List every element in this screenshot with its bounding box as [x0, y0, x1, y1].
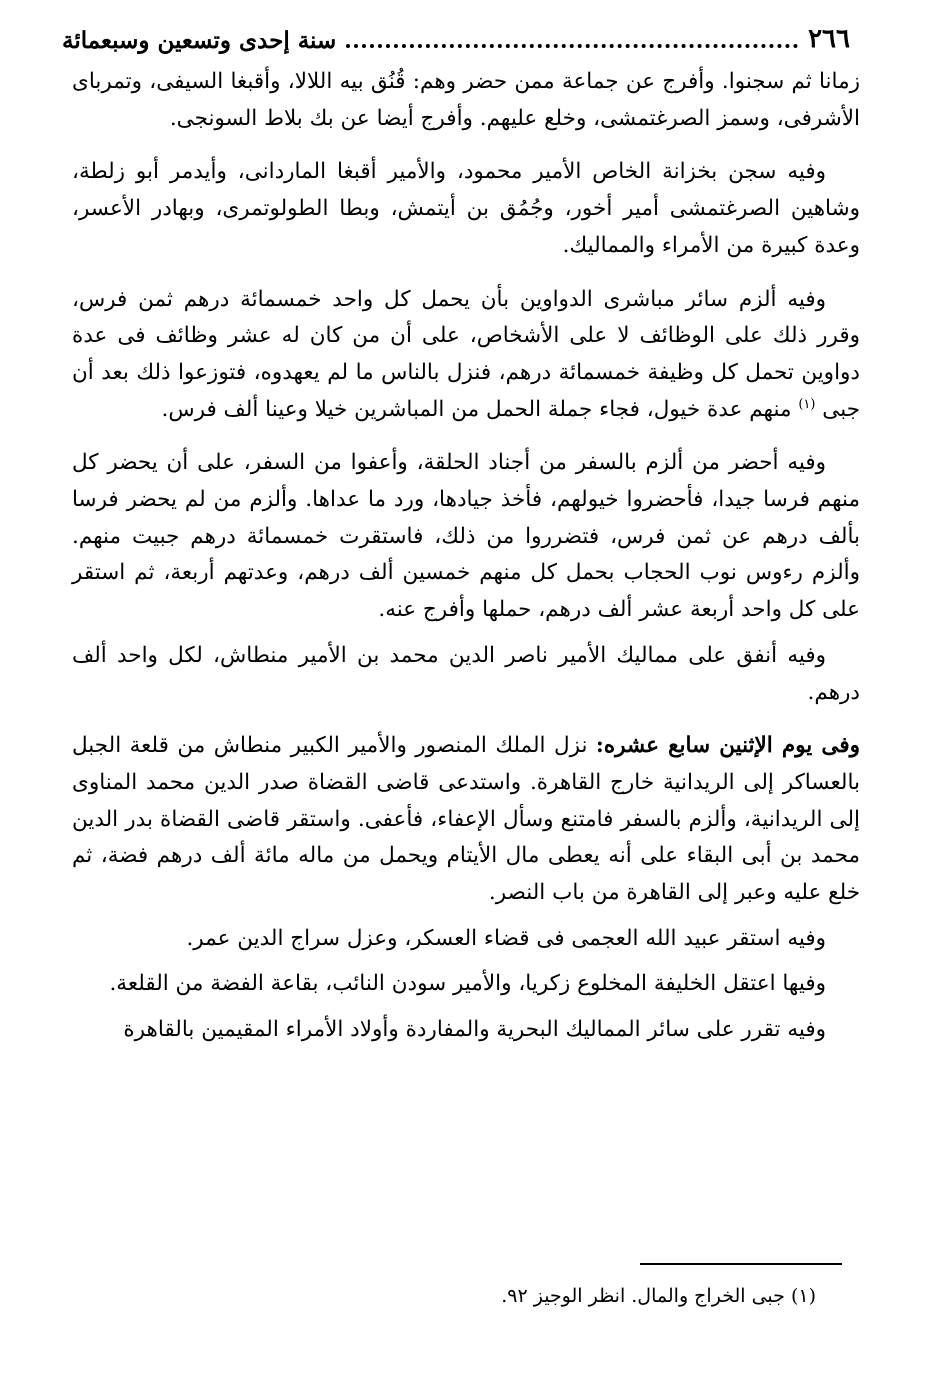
- paragraph: وفيه أحضر من ألزم بالسفر من أجناد الحلقة، وأعفوا من السفر، على أن يحضر كل منهم فرسا جيدا، فأحضروا خيولهم، فأخذ جيادها، ورد ما عداها. وألزم من لم يحضر فرسا بألف درهم عن ثمن فرس، فتضرروا من ذلك، فاستقرت خمسمائة درهم جبيت منهم. وألزم رءوس نوب الحجاب بحمل كل منهم خمسين ألف درهم، وعدتهم أربعة، ثم استقر على كل واحد أربعة عشر ألف درهم، حملها وأفرج عنه.: [72, 450, 860, 623]
- paragraph: وفيه أنفق على مماليك الأمير ناصر الدين محمد بن الأمير منطاش، لكل واحد ألف درهم.: [72, 642, 860, 705]
- footnote-text: جبى الخراج والمال. انظر الوجيز ٩٢.: [501, 1285, 785, 1307]
- page-header: [62, 22, 850, 54]
- paragraph: وفيها اعتقل الخليفة المخلوع زكريا، والأمير سودن النائب، بقاعة الفضة من القلعة.: [109, 971, 826, 997]
- paragraph: وفيه سجن بخزانة الخاص الأمير محمود، والأمير أقبغا الماردانى، وأيدمر أبو زلطة، وشاهين الصرغتمشى أمير أخور، وجُمُق بن أيتمش، وبطا الطولوتمرى، وبهادر الأعسر، وعدة كبيرة من الأمراء والمماليك.: [72, 159, 860, 258]
- paragraph-text: منهم عدة خيول، فجاء جملة الحمل من المباشرين خيلا وعينا ألف فرس.: [161, 396, 792, 422]
- page-number: ٢٦٦: [808, 24, 850, 54]
- paragraph: زمانا ثم سجنوا. وأفرج عن جماعة ممن حضر وهم: قُنُق بيه اللالا، وأقبغا السيفى، وتمرباى الأشرفى، وسمز الصرغتمشى، وخلع عليهم. وأفرج أيضا عن بك بلاط السونجى.: [72, 69, 860, 131]
- paragraph: وفيه استقر عبيد الله العجمى فى قضاء العسكر، وعزل سراج الدين عمر.: [186, 925, 826, 951]
- paragraph: [72, 728, 860, 912]
- footnote-marker: (١): [790, 1285, 816, 1307]
- main-text: [72, 64, 860, 1058]
- header-dot-leader: [346, 44, 798, 48]
- paragraph: [72, 282, 860, 429]
- date-heading: وفى يوم الإثنين سابع عشره:: [595, 733, 860, 759]
- paragraph: وفيه تقرر على سائر المماليك البحرية والمفاردة وأولاد الأمراء المقيمين بالقاهرة: [123, 1017, 826, 1043]
- paragraph-text: نزل الملك المنصور والأمير الكبير منطاش من قلعة الجبل بالعساكر إلى الريدانية خارج القاهرة. واستدعى قاضى القضاة صدر الدين محمد المناوى إلى الريدانية، وألزم بالسفر فامتنع وسأل الإعفاء، فأعفى. واستقر قاضى القضاة بدر الدين محمد بن أبى البقاء على أنه يعطى مال الأيتام ويحمل من ماله مائة ألف درهم فضة، ثم خلع عليه وعبر إلى القاهرة من باب النصر.: [72, 733, 860, 906]
- footnote: [72, 1282, 816, 1310]
- footnote-separator: [640, 1263, 842, 1265]
- running-title: سنة إحدى وتسعين وسبعمائة: [62, 27, 337, 54]
- paragraph-text: وفيه ألزم سائر مباشرى الدواوين بأن يحمل كل واحد خمسمائة درهم ثمن فرس، وقرر ذلك على الوظائف لا على الأشخاص، على أن من كان له عشر وظائف فى عدة دواوين تحمل كل وظيفة خمسمائة درهم، فنزل بالناس ما لم يعهدوه، فتوزعوا ذلك بعد أن جبى: [72, 286, 860, 422]
- footnote-reference: (١): [798, 396, 816, 412]
